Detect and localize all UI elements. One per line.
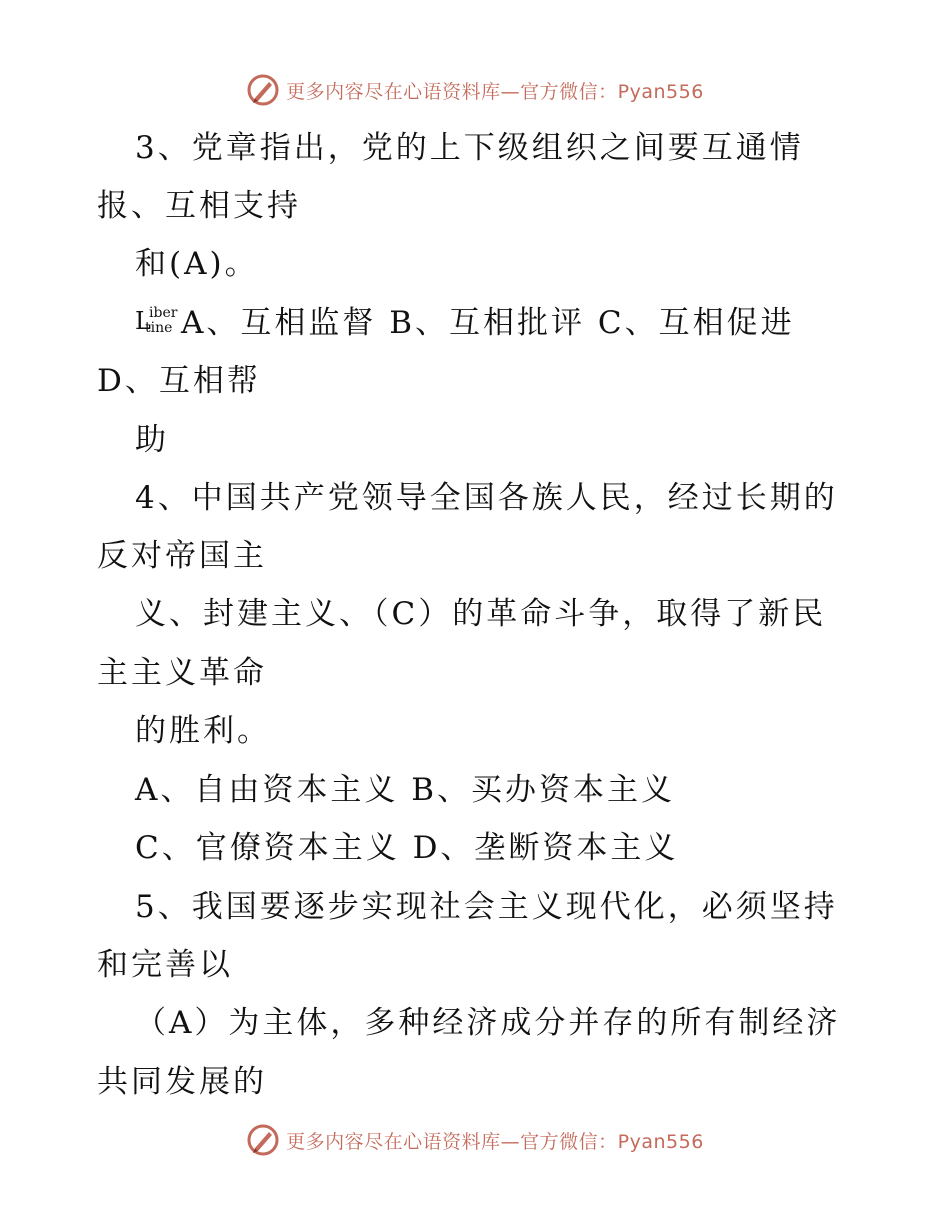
question-3-line-2: 报、互相支持 bbox=[97, 188, 301, 224]
question-3-options bbox=[135, 303, 795, 343]
question-3-options-wrap-1: D、互相帮 bbox=[97, 363, 261, 399]
watermark-text: 更多内容尽在心语资料库—官方微信：Pyan556 bbox=[286, 1130, 704, 1153]
question-5-line-2: 和完善以 bbox=[97, 947, 233, 983]
question-5-line-3: （A）为主体，多种经济成分并存的所有制经济 bbox=[135, 1005, 841, 1041]
question-4-line-1: 4、中国共产党领导全国各族人民，经过长期的 bbox=[135, 480, 838, 516]
question-4-line-3: 义、封建主义、（C）的革命斗争，取得了新民 bbox=[135, 596, 827, 632]
question-4-options-ab: A、自由资本主义 B、买办资本主义 bbox=[135, 772, 676, 808]
watermark-text: 更多内容尽在心语资料库—官方微信：Pyan556 bbox=[286, 80, 704, 103]
question-4-line-4: 主主义革命 bbox=[97, 655, 267, 691]
libertine-subscript: tine bbox=[145, 320, 173, 336]
question-4-options-cd: C、官僚资本主义 D、垄断资本主义 bbox=[135, 830, 679, 866]
libertine-superscript: iber bbox=[149, 305, 178, 321]
question-4-line-5: 的胜利。 bbox=[135, 713, 271, 749]
question-3-line-1: 3、党章指出，党的上下级组织之间要互通情 bbox=[135, 130, 804, 166]
question-5-line-1: 5、我国要逐步实现社会主义现代化，必须坚持 bbox=[135, 889, 838, 925]
question-5-line-4: 共同发展的 bbox=[97, 1064, 267, 1100]
question-3-options-text: A、互相监督 B、互相批评 C、互相促进 bbox=[181, 305, 795, 341]
question-3-options-wrap-2: 助 bbox=[135, 422, 169, 458]
logo-pen-icon bbox=[246, 1123, 280, 1157]
footer-watermark-banner bbox=[0, 1120, 950, 1160]
libertine-letter-l: L bbox=[135, 307, 151, 335]
libertine-ligature-mark bbox=[135, 303, 181, 343]
question-3-line-3: 和(A)。 bbox=[135, 246, 259, 282]
question-4-line-2: 反对帝国主 bbox=[97, 538, 267, 574]
